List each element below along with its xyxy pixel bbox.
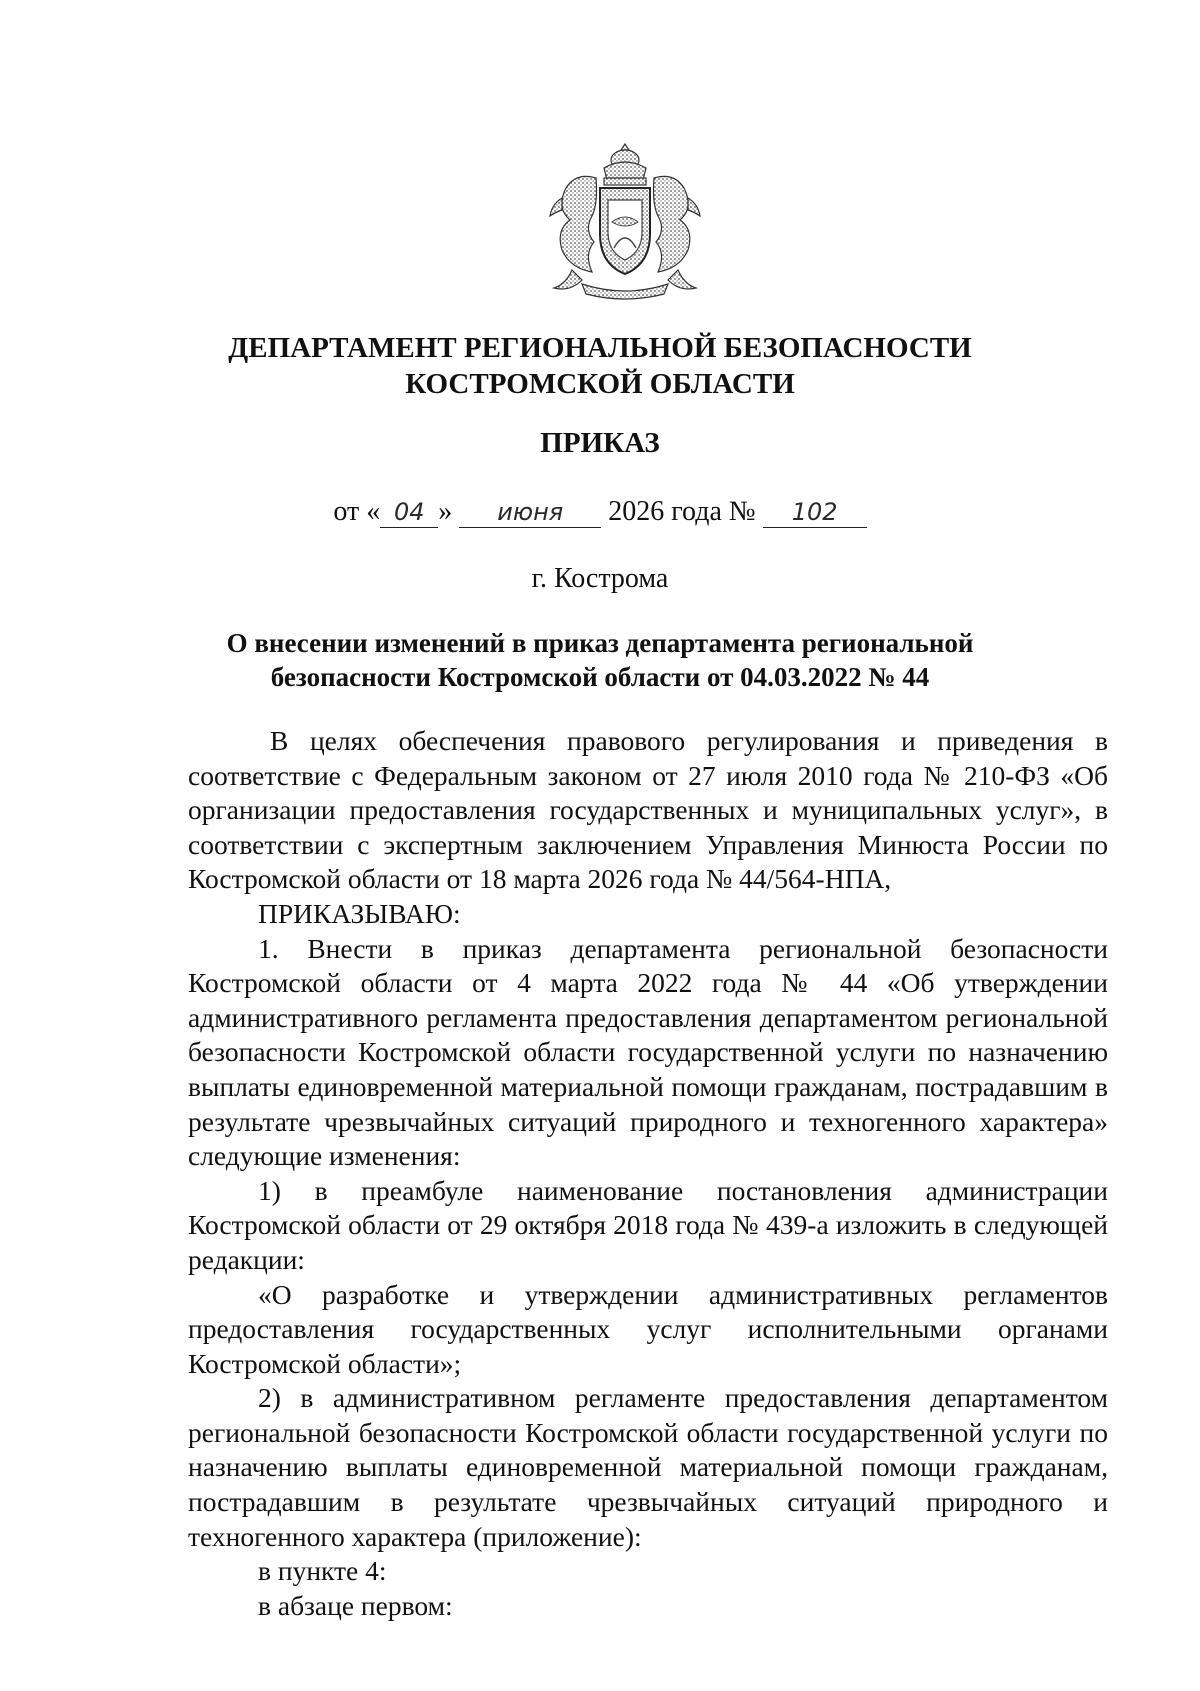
subject-line2: безопасности Костромской области от 04.03.2022 № 44 [270, 662, 930, 692]
item-1-1-quote-paragraph: «О разработке и утверждении административных регламентов предоставления государственных услуг исполнительными органами Костромской области»; [188, 1278, 1108, 1379]
coat-of-arms-emblem [542, 138, 708, 304]
number-sign: № [728, 496, 756, 527]
preamble-paragraph: В целях обеспечения правового регулирования и приведения в соответствие с Федеральным законом от 27 июля 2010 года № 210-ФЗ «Об организации предоставления государственных и муниципальных услуг», в соответствии с экспертным заключением Управления Минюста России по Костромской области от 18 марта 2026 года № 44/564-НПА, [188, 725, 1108, 895]
item-1-paragraph: 1. Внести в приказ департамента региональной безопасности Костромской области от 4 марта 2022 года № 44 «Об утверждении административного регламента предоставления департаментом региональной безопасности Костромской области государственной услуги по назначению выплаты единовременной материальной помощи гражданам, пострадавшим в результате чрезвычайных ситуаций природного и техногенного характера» следующие изменения: [188, 932, 1108, 1172]
date-prefix: от « [333, 496, 381, 527]
handwritten-day: 04 [380, 497, 438, 528]
item-1-2-paragraph: 2) в административном регламенте предоставления департаментом региональной безопасности Костромской области государственной услуги по назначению выплаты единовременной материальной помощи гражданам, пострадавшим в результате чрезвычайных ситуаций природного и техногенного характера (приложение): [188, 1382, 1108, 1552]
subject-line1: О внесении изменений в приказ департамента региональной [226, 628, 974, 658]
item-1-1-paragraph: 1) в преамбуле наименование постановления администрации Костромской области от 29 октября 2018 года № 439-а изложить в следующей редакции: [188, 1174, 1108, 1275]
order-body [188, 724, 1108, 1623]
first-paragraph-line: в абзаце первом: [258, 1589, 453, 1621]
order-title: ПРИКАЗ [540, 427, 660, 459]
date-year: 2026 года [608, 496, 722, 527]
department-name-line1: ДЕПАРТАМЕНТ РЕГИОНАЛЬНОЙ БЕЗОПАСНОСТИ [228, 332, 972, 364]
point-4-paragraph: в пункте 4: [258, 1555, 387, 1587]
handwritten-order-number: 102 [763, 497, 867, 528]
handwritten-month: июня [459, 497, 601, 528]
date-quote-close: » [438, 496, 453, 527]
order-word: ПРИКАЗЫВАЮ: [258, 897, 461, 929]
department-name-line2: КОСТРОМСКОЙ ОБЛАСТИ [405, 368, 795, 400]
order-date-line [0, 494, 1200, 530]
city-line: г. Кострома [531, 563, 669, 594]
department-name [0, 330, 1200, 402]
order-subject [0, 626, 1200, 694]
